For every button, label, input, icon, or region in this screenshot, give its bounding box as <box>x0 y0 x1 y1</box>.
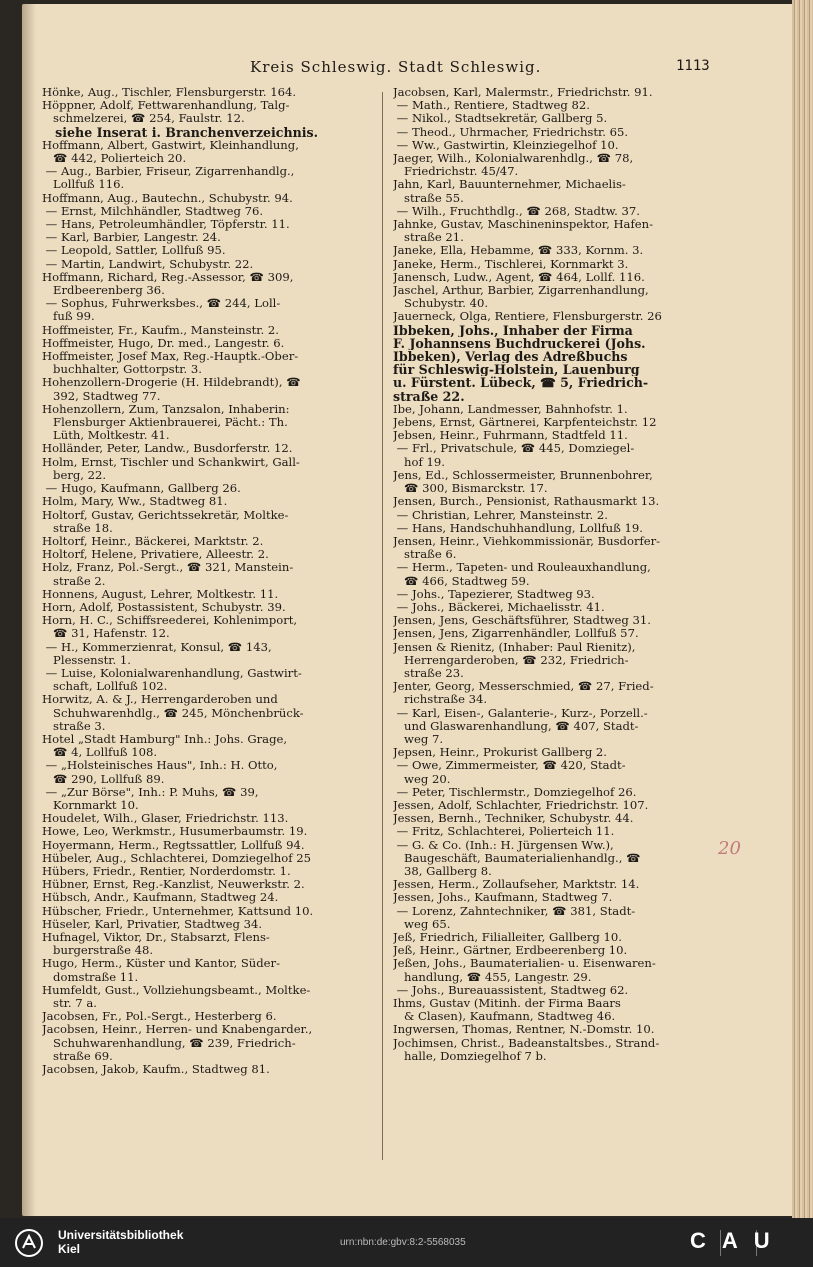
directory-entry-line: — „Holsteinisches Haus", Inh.: H. Otto, <box>42 759 278 773</box>
directory-entry-line: Schuhwarenhdlg., ☎ 245, Mönchenbrück- <box>42 706 304 720</box>
directory-entry-line: str. 7 a. <box>42 997 97 1011</box>
directory-entry-line: — G. & Co. (Inh.: H. Jürgensen Ww.), <box>393 838 614 852</box>
directory-entry-line: Jessen, Adolf, Schlachter, Friedrichstr. 107. <box>393 798 649 812</box>
directory-entry-line: — Hugo, Kaufmann, Gallberg 26. <box>42 482 241 496</box>
directory-entry-line: domstraße 11. <box>42 970 139 984</box>
directory-entry-line: — Leopold, Sattler, Lollfuß 95. <box>42 244 226 258</box>
directory-entry-line: weg 7. <box>393 732 444 746</box>
directory-entry-line: Hoffmeister, Fr., Kaufm., Mansteinstr. 2. <box>42 323 279 337</box>
directory-entry-line: Jacobsen, Jakob, Kaufm., Stadtweg 81. <box>42 1063 270 1077</box>
directory-entry-line: — Christian, Lehrer, Mansteinstr. 2. <box>393 508 608 522</box>
library-name-line1: Universitätsbibliothek <box>58 1228 184 1242</box>
directory-entry-line: Jensen, Jens, Geschäftsführer, Stadtweg 31. <box>393 614 651 628</box>
directory-entry-line: F. Johannsens Buchdruckerei (Johs. <box>393 336 646 351</box>
directory-entry-line: Hoffmeister, Hugo, Dr. med., Langestr. 6. <box>42 336 285 350</box>
directory-entry-line: Lollfuß 116. <box>42 178 125 192</box>
directory-entry-line: Hübers, Friedr., Rentier, Norderdomstr. 1. <box>42 864 291 878</box>
directory-entry-line: ☎ 442, Polierteich 20. <box>42 152 187 166</box>
directory-entry-line: Plessenstr. 1. <box>42 653 131 667</box>
directory-entry-line: Horn, Adolf, Postassistent, Schubystr. 39. <box>42 600 286 614</box>
directory-entry-line: siehe Inserat i. Branchenverzeichnis. <box>42 125 319 139</box>
directory-entry-line: — Nikol., Stadtsekretär, Gallberg 5. <box>393 112 608 126</box>
directory-entry-line: schaft, Lollfuß 102. <box>42 680 168 694</box>
directory-column-left <box>42 86 366 1076</box>
handwritten-margin-note: 20 <box>718 838 741 859</box>
directory-entry-line: weg 20. <box>393 772 451 786</box>
directory-entry-line: Hönke, Aug., Tischler, Flensburgerstr. 164. <box>42 86 297 99</box>
directory-entry-line: Flensburger Aktienbrauerei, Pächt.: Th. <box>42 416 288 430</box>
directory-entry-line: Jessen, Herm., Zollaufseher, Marktstr. 14. <box>393 878 640 892</box>
directory-entry-line: Ibbeken), Verlag des Adreßbuchs <box>393 350 628 364</box>
directory-entry-line: straße 6. <box>393 548 457 562</box>
directory-entry-line: Jaschel, Arthur, Barbier, Zigarrenhandlung, <box>393 284 649 298</box>
directory-entry-line: Lüth, Moltkestr. 41. <box>42 429 170 443</box>
directory-entry-line: berg, 22. <box>42 468 107 482</box>
directory-entry-line: straße 21. <box>393 231 464 245</box>
directory-entry-line: Jebsen, Heinr., Fuhrmann, Stadtfeld 11. <box>393 429 628 443</box>
directory-entry-line: — Theod., Uhrmacher, Friedrichstr. 65. <box>393 125 629 139</box>
directory-entry-line: Hoffmann, Albert, Gastwirt, Kleinhandlung, <box>42 138 299 152</box>
directory-entry-line: Holz, Franz, Pol.-Sergt., ☎ 321, Manstein- <box>42 561 294 575</box>
directory-entry-line: straße 69. <box>42 1049 113 1063</box>
directory-entry-line: — Ww., Gastwirtin, Kleinziegelhof 10. <box>393 138 619 152</box>
directory-entry-line: — Johs., Bäckerei, Michaelisstr. 41. <box>393 600 605 614</box>
directory-entry-line: Jahnke, Gustav, Maschineninspektor, Hafen- <box>393 218 654 232</box>
directory-entry-line: buchhalter, Gottorpstr. 3. <box>42 363 202 377</box>
directory-entry-line: Honnens, August, Lehrer, Moltkestr. 11. <box>42 587 279 601</box>
directory-entry-line: — Hans, Petroleumhändler, Töpferstr. 11. <box>42 218 290 232</box>
directory-entry-line: Holm, Mary, Ww., Stadtweg 81. <box>42 495 228 509</box>
directory-entry-line: richstraße 34. <box>393 693 488 707</box>
directory-entry-line: und Glaswarenhandlung, ☎ 407, Stadt- <box>393 719 639 733</box>
directory-entry-line: Jeß, Heinr., Gärtner, Erdbeerenberg 10. <box>393 944 628 958</box>
directory-entry-line: Hoyermann, Herm., Regtssattler, Lollfuß 94. <box>42 838 305 852</box>
cau-logo[interactable]: CAU <box>690 1228 786 1253</box>
directory-entry-line: burgerstraße 48. <box>42 944 154 958</box>
directory-entry-line: 392, Stadtweg 77. <box>42 389 161 403</box>
page-number: 1113 <box>676 58 710 74</box>
directory-entry-line: — Math., Rentiere, Stadtweg 82. <box>393 99 590 113</box>
column-divider <box>382 92 383 1160</box>
directory-entry-line: straße 3. <box>42 719 106 733</box>
library-name-line2: Kiel <box>58 1242 81 1256</box>
directory-entry-line: straße 55. <box>393 191 464 205</box>
library-logo-icon <box>14 1228 44 1258</box>
directory-entry-line: ☎ 466, Stadtweg 59. <box>393 574 530 588</box>
directory-entry-line: Holtorf, Heinr., Bäckerei, Marktstr. 2. <box>42 534 264 548</box>
directory-entry-line: Erdbeerenberg 36. <box>42 284 165 298</box>
directory-entry-line: — Peter, Tischlermstr., Domziegelhof 26. <box>393 785 637 799</box>
directory-entry-line: 38, Gallberg 8. <box>393 864 492 878</box>
directory-entry-line: schmelzerei, ☎ 254, Faulstr. 12. <box>42 112 245 126</box>
directory-entry-line: — Luise, Kolonialwarenhandlung, Gastwirt- <box>42 666 302 680</box>
directory-entry-line: u. Fürstent. Lübeck, ☎ 5, Friedrich- <box>393 376 649 390</box>
directory-entry-line: Jenter, Georg, Messerschmied, ☎ 27, Fried- <box>393 680 654 694</box>
directory-entry-line: Hugo, Herm., Küster und Kantor, Süder- <box>42 957 280 971</box>
directory-entry-line: straße 2. <box>42 574 106 588</box>
directory-entry-line: weg 65. <box>393 917 451 931</box>
directory-entry-line: Jensen, Burch., Pensionist, Rathausmarkt 13. <box>393 495 660 509</box>
directory-entry-line: Hoffmeister, Josef Max, Reg.-Hauptk.-Ober- <box>42 350 299 364</box>
directory-entry-line: Hübner, Ernst, Reg.-Kanzlist, Neuwerkstr. 2. <box>42 878 305 892</box>
directory-entry-line: ☎ 300, Bismarckstr. 17. <box>393 482 548 496</box>
directory-entry-line: Holm, Ernst, Tischler und Schankwirt, Gall- <box>42 455 300 469</box>
urn-identifier: urn:nbn:de:gbv:8:2-5568035 <box>340 1237 466 1248</box>
directory-entry-line: Kornmarkt 10. <box>42 798 139 812</box>
directory-entry-line: — Johs., Tapezierer, Stadtweg 93. <box>393 587 595 601</box>
directory-column-right <box>393 86 713 1063</box>
directory-entry-line: ☎ 4, Lollfuß 108. <box>42 746 158 760</box>
directory-entry-line: — Owe, Zimmermeister, ☎ 420, Stadt- <box>393 759 626 773</box>
directory-entry-line: Jauerneck, Olga, Rentiere, Flensburgerstr. 26 <box>393 310 662 324</box>
directory-entry-line: Jessen, Johs., Kaufmann, Stadtweg 7. <box>393 891 613 905</box>
directory-entry-line: Howe, Leo, Werkmstr., Husumerbaumstr. 19. <box>42 825 308 839</box>
directory-entry-line: Horn, H. C., Schiffsreederei, Kohlenimport, <box>42 614 298 628</box>
directory-entry-line: Jensen & Rienitz, (Inhaber: Paul Rienitz), <box>393 640 636 654</box>
directory-entry-line: Hoffmann, Aug., Bautechn., Schubystr. 94. <box>42 191 293 205</box>
directory-entry-line: Friedrichstr. 45/47. <box>393 165 519 179</box>
directory-entry-line: Jeßen, Johs., Baumaterialien- u. Eisenwaren- <box>393 957 656 971</box>
directory-entry-line: Jochimsen, Christ., Badeanstaltsbes., Strand- <box>393 1036 660 1050</box>
directory-entry-line: Jepsen, Heinr., Prokurist Gallberg 2. <box>393 746 607 760</box>
directory-entry-line: Jensen, Heinr., Viehkommissionär, Busdorfer- <box>393 534 661 548</box>
directory-entry-line: — Herm., Tapeten- und Rouleauxhandlung, <box>393 561 651 575</box>
directory-entry-line: — Frl., Privatschule, ☎ 445, Domziegel- <box>393 442 635 456</box>
directory-entry-line: Hohenzollern, Zum, Tanzsalon, Inhaberin: <box>42 402 290 416</box>
directory-entry-line: — Hans, Handschuhhandlung, Lollfuß 19. <box>393 521 643 535</box>
directory-entry-line: Jacobsen, Heinr., Herren- und Knabengarder., <box>42 1023 313 1037</box>
directory-entry-line: Hufnagel, Viktor, Dr., Stabsarzt, Flens- <box>42 931 270 944</box>
library-name[interactable] <box>58 1228 183 1256</box>
directory-entry-line: Jensen, Jens, Zigarrenhändler, Lollfuß 57. <box>393 627 639 641</box>
directory-entry-line: Janensch, Ludw., Agent, ☎ 464, Lollf. 116. <box>393 270 645 284</box>
directory-entry-line: Jens, Ed., Schlossermeister, Brunnenbohrer, <box>393 468 653 482</box>
directory-entry-line: straße 23. <box>393 666 464 680</box>
directory-entry-line: — Johs., Bureauassistent, Stadtweg 62. <box>393 983 629 997</box>
directory-entry-line: Hüseler, Karl, Privatier, Stadtweg 34. <box>42 917 263 931</box>
directory-entry-line: Holtorf, Helene, Privatiere, Alleestr. 2. <box>42 548 269 562</box>
directory-entry-line: Janeke, Herm., Tischlerei, Kornmarkt 3. <box>393 257 629 271</box>
directory-entry-line: — Martin, Landwirt, Schubystr. 22. <box>42 257 254 271</box>
page-edges <box>792 0 813 1218</box>
directory-entry-line: ☎ 290, Lollfuß 89. <box>42 772 165 786</box>
directory-entry-line: Hübeler, Aug., Schlachterei, Domziegelhof 25 <box>42 851 311 865</box>
directory-entry-line: Horwitz, A. & J., Herrengarderoben und <box>42 693 278 707</box>
directory-entry-line: — Ernst, Milchhändler, Stadtweg 76. <box>42 204 264 218</box>
directory-entry-line: Baugeschäft, Baumaterialienhandlg., ☎ <box>393 851 641 865</box>
directory-entry-line: — Wilh., Fruchthdlg., ☎ 268, Stadtw. 37. <box>393 204 640 218</box>
directory-entry-line: Hübsch, Andr., Kaufmann, Stadtweg 24. <box>42 891 279 905</box>
directory-entry-line: Jahn, Karl, Bauunternehmer, Michaelis- <box>393 178 626 192</box>
directory-entry-line: handlung, ☎ 455, Langestr. 29. <box>393 970 592 984</box>
directory-entry-line: Ihms, Gustav (Mitinh. der Firma Baars <box>393 997 621 1011</box>
directory-entry-line: ☎ 31, Hafenstr. 12. <box>42 627 170 641</box>
gutter-shadow <box>22 4 36 1216</box>
directory-entry-line: Hotel „Stadt Hamburg" Inh.: Johs. Grage, <box>42 732 288 746</box>
directory-entry-line: Jacobsen, Fr., Pol.-Sergt., Hesterberg 6. <box>42 1010 277 1024</box>
directory-entry-line: Jessen, Bernh., Techniker, Schubystr. 44. <box>393 812 634 826</box>
directory-entry-line: Schuhwarenhandlung, ☎ 239, Friedrich- <box>42 1036 296 1050</box>
directory-entry-line: Hübscher, Friedr., Unternehmer, Kattsund 10. <box>42 904 314 918</box>
directory-entry-line: Ibbeken, Johs., Inhaber der Firma <box>393 323 633 337</box>
directory-entry-line: hof 19. <box>393 455 445 469</box>
directory-entry-line: fuß 99. <box>42 310 95 324</box>
directory-entry-line: Janeke, Ella, Hebamme, ☎ 333, Kornm. 3. <box>393 244 644 258</box>
directory-entry-line: Jacobsen, Karl, Malermstr., Friedrichstr. 91. <box>393 86 653 99</box>
directory-entry-line: straße 22. <box>393 389 465 403</box>
directory-entry-line: Jaeger, Wilh., Kolonialwarenhdlg., ☎ 78, <box>393 152 634 166</box>
directory-entry-line: — „Zur Börse", Inh.: P. Muhs, ☎ 39, <box>42 785 259 799</box>
directory-entry-line: Houdelet, Wilh., Glaser, Friedrichstr. 113. <box>42 812 289 826</box>
directory-entry-line: Humfeldt, Gust., Vollziehungsbeamt., Moltke- <box>42 983 311 997</box>
directory-entry-line: — Karl, Eisen-, Galanterie-, Kurz-, Porzell.- <box>393 706 648 720</box>
directory-entry-line: Hohenzollern-Drogerie (H. Hildebrandt), ☎ <box>42 376 301 390</box>
directory-entry-line: Herrengarderoben, ☎ 232, Friedrich- <box>393 653 629 667</box>
running-title: Kreis Schleswig. Stadt Schleswig. <box>250 58 542 76</box>
directory-entry-line: Hoffmann, Richard, Reg.-Assessor, ☎ 309, <box>42 270 294 284</box>
directory-entry-line: Ingwersen, Thomas, Rentner, N.-Domstr. 10. <box>393 1023 655 1037</box>
directory-entry-line: Höppner, Adolf, Fettwarenhandlung, Talg- <box>42 99 290 113</box>
directory-entry-line: Jebens, Ernst, Gärtnerei, Karpfenteichstr. 12 <box>393 416 657 430</box>
directory-entry-line: Schubystr. 40. <box>393 297 489 311</box>
viewer-footer <box>0 1218 813 1267</box>
directory-entry-line: Holtorf, Gustav, Gerichtssekretär, Moltke- <box>42 508 289 522</box>
directory-entry-line: — Karl, Barbier, Langestr. 24. <box>42 231 221 245</box>
directory-entry-line: — H., Kommerzienrat, Konsul, ☎ 143, <box>42 640 272 654</box>
directory-entry-line: — Aug., Barbier, Friseur, Zigarrenhandlg., <box>42 165 295 179</box>
directory-entry-line: — Sophus, Fuhrwerksbes., ☎ 244, Loll- <box>42 297 281 311</box>
directory-entry-line: & Clasen), Kaufmann, Stadtweg 46. <box>393 1010 616 1024</box>
directory-entry-line: — Lorenz, Zahntechniker, ☎ 381, Stadt- <box>393 904 636 918</box>
directory-entry-line: halle, Domziegelhof 7 b. <box>393 1049 547 1063</box>
directory-entry-line: — Fritz, Schlachterei, Polierteich 11. <box>393 825 615 839</box>
directory-entry-line: für Schleswig-Holstein, Lauenburg <box>393 363 640 377</box>
directory-entry-line: Holländer, Peter, Landw., Busdorferstr. 12. <box>42 442 293 456</box>
directory-entry-line: Jeß, Friedrich, Filialleiter, Gallberg 10. <box>393 931 622 944</box>
directory-entry-line: straße 18. <box>42 521 113 535</box>
directory-entry-line: Ibe, Johann, Landmesser, Bahnhofstr. 1. <box>393 402 628 416</box>
